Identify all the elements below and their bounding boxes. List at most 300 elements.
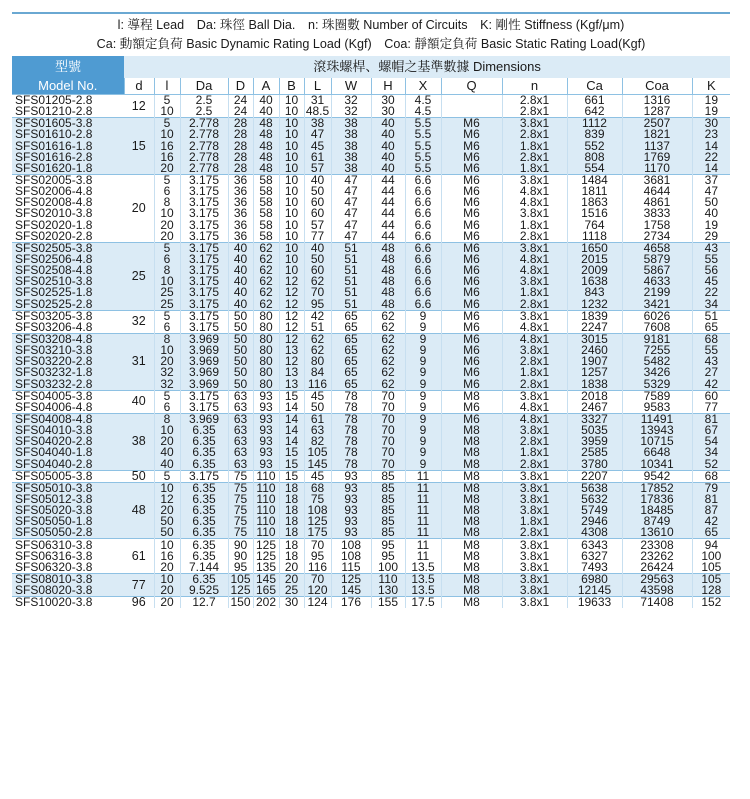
cell-coa: 1137 — [622, 141, 692, 152]
cell-k: 14 — [692, 141, 730, 152]
column-header-d: d — [124, 78, 154, 95]
cell-model: SFS02008-4.8 — [12, 197, 124, 208]
cell-da: 6.35 — [180, 573, 228, 585]
cell-q: M6 — [441, 299, 502, 311]
cell-b: 18 — [279, 494, 304, 505]
cell-k: 50 — [692, 197, 730, 208]
cell-w: 93 — [331, 516, 371, 527]
cell-a: 58 — [253, 186, 279, 197]
cell-w: 93 — [331, 505, 371, 516]
cell-q: M8 — [441, 585, 502, 597]
cell-coa: 23308 — [622, 539, 692, 551]
cell-d: 77 — [124, 573, 154, 596]
cell-coa: 17852 — [622, 482, 692, 494]
cell-l: 40 — [154, 459, 180, 471]
cell-ca: 2015 — [567, 254, 622, 265]
cell-dd: 50 — [228, 333, 253, 345]
cell-k: 42 — [692, 516, 730, 527]
cell-l: 6 — [154, 402, 180, 414]
table-row — [12, 482, 730, 494]
cell-ca: 552 — [567, 141, 622, 152]
table-row — [12, 197, 730, 208]
cell-w: 51 — [331, 299, 371, 311]
cell-coa: 71408 — [622, 597, 692, 609]
cell-l: 10 — [154, 573, 180, 585]
header-row-1 — [12, 56, 730, 78]
cell-dd: 75 — [228, 470, 253, 482]
cell-n: 1.8x1 — [502, 141, 567, 152]
cell-model: SFS05012-3.8 — [12, 494, 124, 505]
spec-table — [12, 56, 730, 608]
cell-coa: 11491 — [622, 413, 692, 425]
cell-w: 115 — [331, 562, 371, 574]
cell-k: 54 — [692, 436, 730, 447]
cell-dd: 40 — [228, 254, 253, 265]
cell-d: 38 — [124, 413, 154, 470]
cell-n: 3.8x1 — [502, 242, 567, 254]
column-header-q: Q — [441, 78, 502, 95]
cell-a: 62 — [253, 254, 279, 265]
cell-coa: 23262 — [622, 551, 692, 562]
cell-dd: 36 — [228, 186, 253, 197]
cell-model: SFS04006-4.8 — [12, 402, 124, 414]
cell-x: 9 — [405, 447, 441, 458]
cell-ca: 1484 — [567, 174, 622, 186]
cell-w: 38 — [331, 129, 371, 140]
table-row — [12, 527, 730, 539]
cell-h: 44 — [371, 174, 405, 186]
cell-h: 44 — [371, 208, 405, 219]
cell-q: M6 — [441, 220, 502, 231]
cell-n: 1.8x1 — [502, 163, 567, 175]
cell-dd: 28 — [228, 163, 253, 175]
cell-l: 10 — [154, 345, 180, 356]
cell-coa: 3426 — [622, 367, 692, 378]
cell-model: SFS03206-4.8 — [12, 322, 124, 334]
table-row — [12, 597, 730, 609]
cell-len: 50 — [304, 402, 331, 414]
cell-q: M8 — [441, 470, 502, 482]
cell-model: SFS06320-3.8 — [12, 562, 124, 574]
column-header-k: K — [692, 78, 730, 95]
cell-da: 3.969 — [180, 379, 228, 391]
cell-h: 70 — [371, 413, 405, 425]
cell-l: 10 — [154, 106, 180, 118]
cell-w: 78 — [331, 436, 371, 447]
cell-a: 80 — [253, 322, 279, 334]
cell-b: 10 — [279, 118, 304, 130]
cell-k: 105 — [692, 562, 730, 574]
cell-da: 3.969 — [180, 413, 228, 425]
cell-l: 5 — [154, 390, 180, 402]
cell-model: SFS02020-1.8 — [12, 220, 124, 231]
cell-model: SFS02525-1.8 — [12, 287, 124, 298]
cell-l: 16 — [154, 551, 180, 562]
table-row — [12, 265, 730, 276]
cell-da: 6.35 — [180, 425, 228, 436]
cell-ca: 1863 — [567, 197, 622, 208]
cell-ca: 6980 — [567, 573, 622, 585]
cell-n: 4.8x1 — [502, 254, 567, 265]
cell-x: 9 — [405, 367, 441, 378]
cell-a: 93 — [253, 413, 279, 425]
cell-k: 42 — [692, 379, 730, 391]
cell-a: 125 — [253, 551, 279, 562]
cell-model: SFS03210-3.8 — [12, 345, 124, 356]
cell-b: 18 — [279, 539, 304, 551]
cell-dd: 75 — [228, 482, 253, 494]
cell-coa: 8749 — [622, 516, 692, 527]
cell-w: 93 — [331, 494, 371, 505]
model-header-zh: 型號 — [12, 56, 124, 78]
cell-h: 155 — [371, 597, 405, 609]
cell-len: 40 — [304, 174, 331, 186]
cell-l: 20 — [154, 231, 180, 243]
cell-coa: 3421 — [622, 299, 692, 311]
table-row — [12, 220, 730, 231]
cell-len: 51 — [304, 322, 331, 334]
cell-model: SFS01616-1.8 — [12, 141, 124, 152]
cell-dd: 28 — [228, 118, 253, 130]
cell-q — [441, 106, 502, 118]
legend-box — [12, 12, 730, 56]
cell-len: 61 — [304, 152, 331, 163]
cell-model: SFS03208-4.8 — [12, 333, 124, 345]
cell-da: 2.778 — [180, 163, 228, 175]
cell-w: 51 — [331, 287, 371, 298]
table-row — [12, 573, 730, 585]
cell-da: 2.778 — [180, 141, 228, 152]
cell-model: SFS02525-2.8 — [12, 299, 124, 311]
cell-n: 3.8x1 — [502, 390, 567, 402]
cell-da: 3.175 — [180, 402, 228, 414]
cell-b: 10 — [279, 265, 304, 276]
cell-b: 10 — [279, 152, 304, 163]
cell-h: 48 — [371, 287, 405, 298]
cell-k: 22 — [692, 287, 730, 298]
table-row — [12, 186, 730, 197]
cell-model: SFS04040-2.8 — [12, 459, 124, 471]
cell-model: SFS03205-3.8 — [12, 310, 124, 322]
cell-h: 48 — [371, 276, 405, 287]
cell-x: 6.6 — [405, 208, 441, 219]
table-row — [12, 333, 730, 345]
cell-h: 62 — [371, 345, 405, 356]
table-row — [12, 310, 730, 322]
cell-len: 40 — [304, 242, 331, 254]
table-row — [12, 494, 730, 505]
cell-ca: 5035 — [567, 425, 622, 436]
cell-coa: 6648 — [622, 447, 692, 458]
cell-dd: 90 — [228, 551, 253, 562]
cell-coa: 1769 — [622, 152, 692, 163]
cell-ca: 764 — [567, 220, 622, 231]
cell-q: M8 — [441, 573, 502, 585]
cell-da: 6.35 — [180, 459, 228, 471]
cell-x: 9 — [405, 425, 441, 436]
cell-dd: 63 — [228, 402, 253, 414]
table-row — [12, 425, 730, 436]
cell-n: 2.8x1 — [502, 379, 567, 391]
cell-coa: 29563 — [622, 573, 692, 585]
cell-b: 10 — [279, 186, 304, 197]
cell-x: 6.6 — [405, 197, 441, 208]
cell-len: 125 — [304, 516, 331, 527]
cell-da: 6.35 — [180, 527, 228, 539]
cell-da: 3.175 — [180, 254, 228, 265]
cell-len: 62 — [304, 333, 331, 345]
cell-n: 3.8x1 — [502, 597, 567, 609]
cell-h: 85 — [371, 516, 405, 527]
cell-h: 95 — [371, 551, 405, 562]
cell-n: 3.8x1 — [502, 425, 567, 436]
cell-model: SFS05005-3.8 — [12, 470, 124, 482]
cell-x: 6.6 — [405, 231, 441, 243]
cell-b: 10 — [279, 95, 304, 107]
cell-da: 2.778 — [180, 129, 228, 140]
cell-w: 47 — [331, 208, 371, 219]
cell-w: 65 — [331, 367, 371, 378]
cell-model: SFS02010-3.8 — [12, 208, 124, 219]
cell-len: 45 — [304, 470, 331, 482]
cell-q: M8 — [441, 597, 502, 609]
column-header-da: Da — [180, 78, 228, 95]
cell-model: SFS06310-3.8 — [12, 539, 124, 551]
table-row — [12, 505, 730, 516]
cell-a: 40 — [253, 106, 279, 118]
cell-len: 63 — [304, 425, 331, 436]
cell-n: 4.8x1 — [502, 322, 567, 334]
cell-b: 10 — [279, 129, 304, 140]
cell-w: 38 — [331, 141, 371, 152]
cell-b: 10 — [279, 242, 304, 254]
cell-w: 78 — [331, 402, 371, 414]
cell-dd: 24 — [228, 95, 253, 107]
cell-a: 62 — [253, 276, 279, 287]
cell-da: 3.175 — [180, 231, 228, 243]
cell-coa: 13610 — [622, 527, 692, 539]
cell-w: 32 — [331, 95, 371, 107]
cell-len: 77 — [304, 231, 331, 243]
cell-l: 5 — [154, 174, 180, 186]
cell-model: SFS03232-1.8 — [12, 367, 124, 378]
cell-a: 62 — [253, 242, 279, 254]
cell-n: 3.8x1 — [502, 573, 567, 585]
cell-b: 13 — [279, 367, 304, 378]
cell-dd: 40 — [228, 299, 253, 311]
cell-l: 20 — [154, 163, 180, 175]
cell-model: SFS01610-2.8 — [12, 129, 124, 140]
table-row — [12, 174, 730, 186]
cell-len: 95 — [304, 299, 331, 311]
cell-dd: 50 — [228, 367, 253, 378]
cell-b: 15 — [279, 447, 304, 458]
cell-model: SFS01205-2.8 — [12, 95, 124, 107]
cell-q: M8 — [441, 505, 502, 516]
cell-model: SFS01616-2.8 — [12, 152, 124, 163]
cell-q: M6 — [441, 379, 502, 391]
cell-ca: 1118 — [567, 231, 622, 243]
cell-l: 20 — [154, 220, 180, 231]
cell-len: 57 — [304, 163, 331, 175]
cell-da: 3.175 — [180, 287, 228, 298]
cell-b: 18 — [279, 505, 304, 516]
cell-l: 16 — [154, 141, 180, 152]
cell-l: 6 — [154, 254, 180, 265]
cell-k: 51 — [692, 310, 730, 322]
cell-k: 19 — [692, 220, 730, 231]
cell-n: 4.8x1 — [502, 333, 567, 345]
cell-a: 80 — [253, 367, 279, 378]
cell-model: SFS10020-3.8 — [12, 597, 124, 609]
cell-l: 5 — [154, 470, 180, 482]
cell-b: 14 — [279, 436, 304, 447]
table-row — [12, 516, 730, 527]
cell-q: M8 — [441, 447, 502, 458]
cell-dd: 36 — [228, 174, 253, 186]
cell-a: 202 — [253, 597, 279, 609]
cell-q: M6 — [441, 345, 502, 356]
table-row — [12, 106, 730, 118]
cell-ca: 2247 — [567, 322, 622, 334]
cell-l: 5 — [154, 310, 180, 322]
cell-len: 42 — [304, 310, 331, 322]
table-row — [12, 585, 730, 597]
cell-dd: 28 — [228, 141, 253, 152]
cell-da: 3.175 — [180, 470, 228, 482]
cell-n: 3.8x1 — [502, 276, 567, 287]
cell-h: 85 — [371, 527, 405, 539]
cell-k: 40 — [692, 208, 730, 219]
cell-ca: 2946 — [567, 516, 622, 527]
cell-n: 1.8x1 — [502, 447, 567, 458]
cell-k: 65 — [692, 322, 730, 334]
cell-n: 4.8x1 — [502, 265, 567, 276]
cell-l: 10 — [154, 539, 180, 551]
cell-a: 58 — [253, 208, 279, 219]
cell-b: 10 — [279, 141, 304, 152]
table-row — [12, 459, 730, 471]
cell-a: 80 — [253, 333, 279, 345]
cell-da: 3.969 — [180, 367, 228, 378]
cell-w: 47 — [331, 174, 371, 186]
cell-q: M8 — [441, 390, 502, 402]
cell-q: M6 — [441, 287, 502, 298]
cell-d: 40 — [124, 390, 154, 413]
cell-coa: 1170 — [622, 163, 692, 175]
cell-q: M6 — [441, 231, 502, 243]
column-header-h: H — [371, 78, 405, 95]
table-row — [12, 208, 730, 219]
cell-l: 20 — [154, 597, 180, 609]
cell-h: 44 — [371, 186, 405, 197]
cell-dd: 95 — [228, 562, 253, 574]
cell-a: 145 — [253, 573, 279, 585]
cell-q: M8 — [441, 425, 502, 436]
cell-a: 125 — [253, 539, 279, 551]
cell-da: 12.7 — [180, 597, 228, 609]
table-row — [12, 551, 730, 562]
cell-h: 70 — [371, 402, 405, 414]
cell-b: 12 — [279, 299, 304, 311]
table-row — [12, 379, 730, 391]
cell-h: 48 — [371, 242, 405, 254]
cell-x: 6.6 — [405, 186, 441, 197]
cell-x: 11 — [405, 551, 441, 562]
cell-h: 62 — [371, 322, 405, 334]
cell-q: M6 — [441, 141, 502, 152]
cell-q: M8 — [441, 494, 502, 505]
cell-a: 48 — [253, 163, 279, 175]
cell-k: 65 — [692, 527, 730, 539]
cell-a: 93 — [253, 459, 279, 471]
cell-w: 51 — [331, 254, 371, 265]
cell-h: 40 — [371, 152, 405, 163]
cell-ca: 3015 — [567, 333, 622, 345]
cell-model: SFS05050-2.8 — [12, 527, 124, 539]
cell-len: 70 — [304, 573, 331, 585]
cell-l: 50 — [154, 527, 180, 539]
cell-dd: 50 — [228, 379, 253, 391]
cell-x: 6.6 — [405, 299, 441, 311]
cell-w: 65 — [331, 310, 371, 322]
cell-da: 6.35 — [180, 447, 228, 458]
column-header-a: A — [253, 78, 279, 95]
cell-ca: 6327 — [567, 551, 622, 562]
cell-coa: 2507 — [622, 118, 692, 130]
cell-n: 2.8x1 — [502, 95, 567, 107]
cell-coa: 4633 — [622, 276, 692, 287]
cell-k: 14 — [692, 163, 730, 175]
table-row — [12, 276, 730, 287]
cell-d: 12 — [124, 95, 154, 118]
cell-coa: 1758 — [622, 220, 692, 231]
cell-l: 10 — [154, 208, 180, 219]
cell-b: 12 — [279, 322, 304, 334]
cell-k: 87 — [692, 505, 730, 516]
cell-q: M6 — [441, 129, 502, 140]
cell-l: 10 — [154, 482, 180, 494]
cell-b: 10 — [279, 197, 304, 208]
cell-model: SFS01210-2.8 — [12, 106, 124, 118]
cell-k: 79 — [692, 482, 730, 494]
cell-dd: 105 — [228, 573, 253, 585]
cell-ca: 1638 — [567, 276, 622, 287]
cell-ca: 3780 — [567, 459, 622, 471]
cell-len: 60 — [304, 208, 331, 219]
header-row-2 — [12, 78, 730, 95]
cell-a: 110 — [253, 527, 279, 539]
cell-w: 51 — [331, 276, 371, 287]
cell-b: 18 — [279, 482, 304, 494]
cell-model: SFS02506-4.8 — [12, 254, 124, 265]
cell-coa: 13943 — [622, 425, 692, 436]
cell-dd: 63 — [228, 413, 253, 425]
cell-model: SFS01620-1.8 — [12, 163, 124, 175]
table-row — [12, 242, 730, 254]
column-header-ca: Ca — [567, 78, 622, 95]
cell-da: 3.175 — [180, 186, 228, 197]
cell-x: 9 — [405, 436, 441, 447]
cell-dd: 36 — [228, 220, 253, 231]
cell-l: 25 — [154, 299, 180, 311]
cell-ca: 19633 — [567, 597, 622, 609]
cell-k: 43 — [692, 242, 730, 254]
cell-d: 32 — [124, 310, 154, 333]
cell-ca: 1232 — [567, 299, 622, 311]
cell-l: 10 — [154, 129, 180, 140]
cell-len: 62 — [304, 276, 331, 287]
